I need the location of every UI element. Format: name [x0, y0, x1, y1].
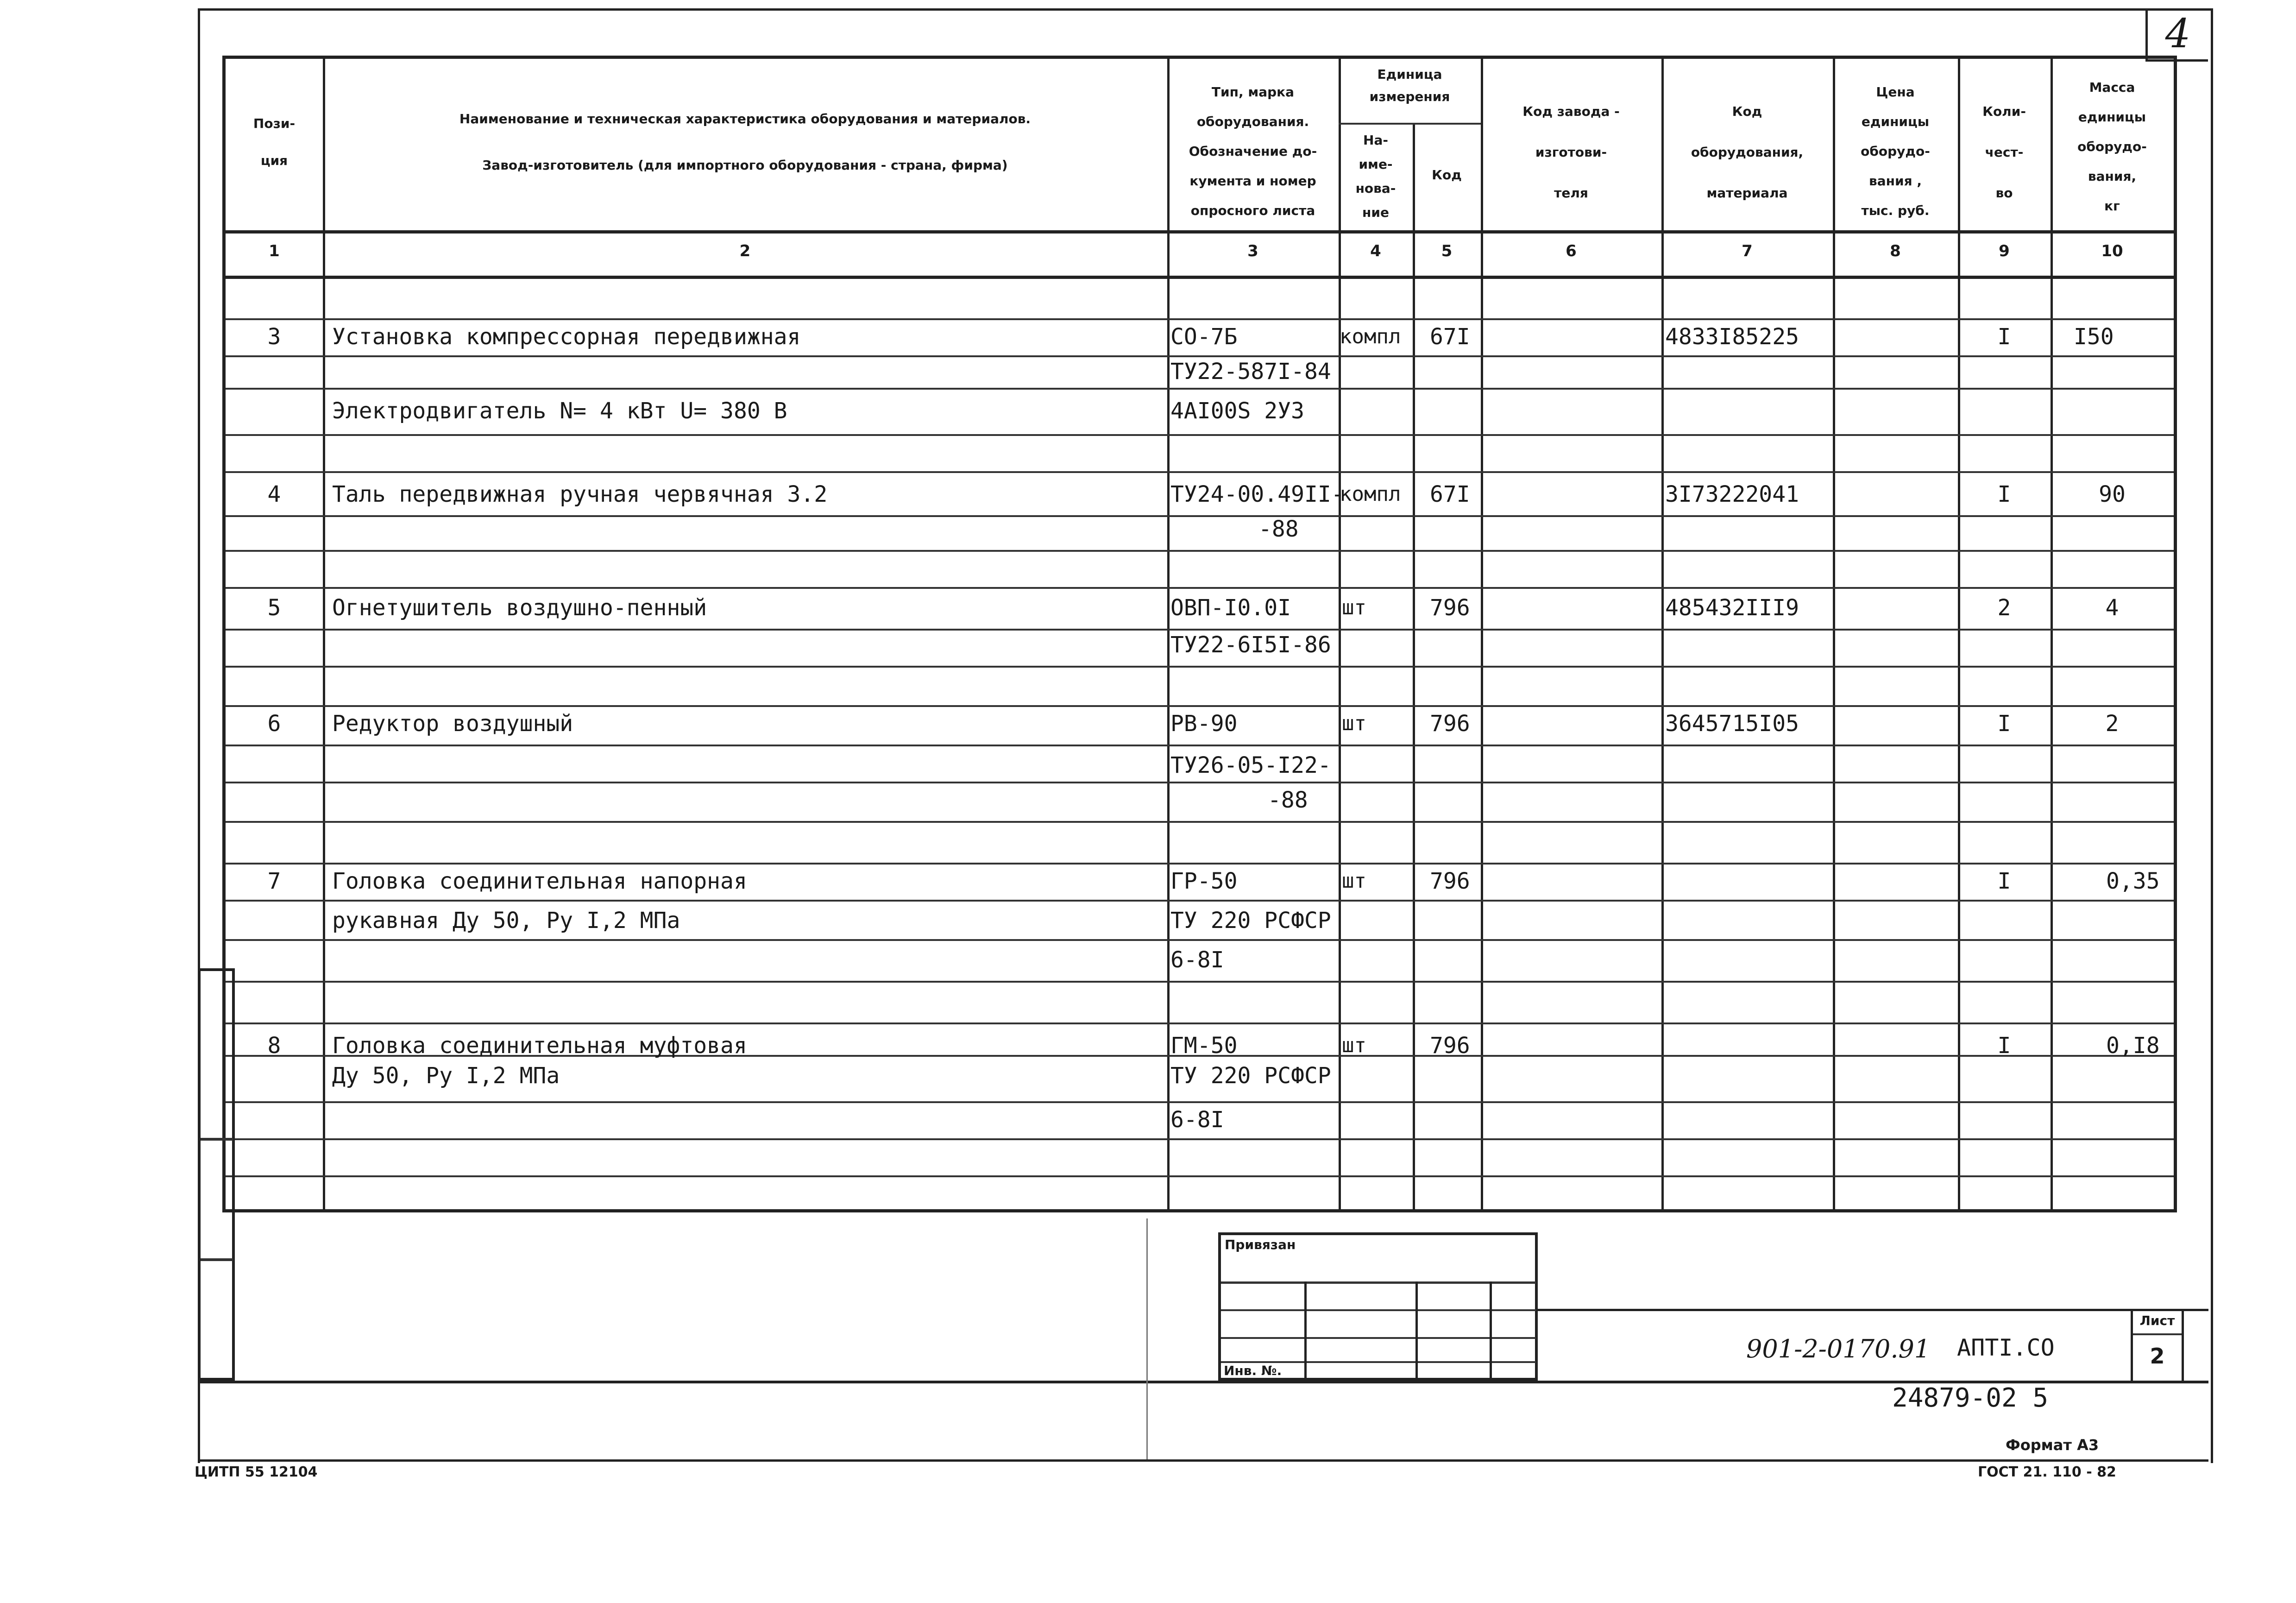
row-line: [226, 587, 2174, 589]
row-type: ОВП-I0.0I: [1170, 595, 1291, 621]
header-unit-name: На- име- нова- ние: [1355, 133, 1396, 220]
attachment-stamp: [1218, 1232, 1538, 1381]
footer-gost: ГОСТ 21. 110 - 82: [1978, 1464, 2116, 1480]
row-mass: 0,35: [2106, 868, 2160, 894]
binding-strip: [198, 968, 235, 1381]
row-unit-code: 796: [1430, 1033, 1470, 1059]
colnum: 10: [2101, 242, 2123, 260]
row-line: [226, 629, 2174, 631]
row-position: 4: [267, 481, 281, 507]
colnum: 8: [1890, 242, 1901, 260]
header-price: Цена единицы оборудо- вания , тыс. руб.: [1861, 84, 1930, 218]
header-equipment-code: Код оборудования, материала: [1691, 104, 1804, 201]
row-line: [226, 515, 2174, 517]
row-line: [226, 900, 2174, 902]
stamp-inv-label: Инв. №.: [1224, 1363, 1282, 1378]
row-type: ТУ26-05-I22-: [1170, 752, 1331, 778]
fold-line: [1146, 1218, 1148, 1459]
row-unit-code: 796: [1430, 595, 1470, 621]
row-type: ТУ22-6I5I-86: [1170, 632, 1331, 658]
sheet-box-line: [2133, 1333, 2182, 1335]
sheet-label: Лист: [2139, 1313, 2175, 1328]
row-line: [226, 981, 2174, 983]
header-position: Пози- ция: [253, 116, 296, 168]
row-line: [226, 1022, 2174, 1024]
row-unit: шт: [1342, 712, 1366, 735]
row-type: -88: [1268, 787, 1308, 813]
col-divider: [1413, 124, 1415, 1212]
row-type: ТУ 220 РСФСР: [1170, 908, 1331, 934]
row-line: [226, 782, 2174, 783]
row-line: [226, 939, 2174, 941]
row-name: Таль передвижная ручная червячная 3.2: [332, 481, 828, 507]
row-unit: компл: [1340, 325, 1401, 348]
sheet-corner-number: 4: [2145, 8, 2208, 62]
row-position: 3: [267, 324, 281, 350]
colnum: 1: [269, 242, 280, 260]
row-type: 4АI00S 2У3: [1170, 398, 1304, 424]
stamp-divider: [1304, 1281, 1307, 1379]
row-quantity: I: [1997, 868, 2011, 894]
specification-table: [222, 56, 2177, 1212]
row-mass: I50: [2074, 324, 2114, 350]
footer-format: Формат А3: [2006, 1436, 2099, 1454]
row-unit-code: 796: [1430, 868, 1470, 894]
row-position: 6: [267, 711, 281, 737]
sheet-number-box: [2131, 1309, 2184, 1383]
strip-divider: [201, 1138, 233, 1141]
row-unit: шт: [1342, 1034, 1366, 1057]
row-name: Ду 50, Ру I,2 МПа: [332, 1063, 560, 1089]
colnum: 2: [739, 242, 751, 260]
row-name: Головка соединительная напорная: [332, 868, 747, 894]
header-factory-code: Код завода - изготови- теля: [1522, 104, 1620, 201]
row-name: Головка соединительная муфтовая: [332, 1033, 747, 1059]
row-type: ТУ22-587I-84: [1170, 359, 1331, 385]
row-mass: 2: [2105, 711, 2119, 737]
row-unit: компл: [1340, 482, 1401, 506]
row-equipment-code: 4833I85225: [1665, 324, 1799, 350]
row-line: [226, 821, 2174, 823]
row-line: [226, 1138, 2174, 1140]
row-position: 7: [267, 868, 281, 894]
row-unit-code: 67I: [1430, 324, 1470, 350]
row-unit-code: 67I: [1430, 481, 1470, 507]
row-type: -88: [1258, 516, 1299, 542]
row-type: ТУ 220 РСФСР: [1170, 1063, 1331, 1089]
row-type: 6-8I: [1170, 1107, 1224, 1133]
stamp-line: [1221, 1337, 1536, 1339]
row-line: [226, 745, 2174, 746]
row-unit: шт: [1342, 596, 1366, 619]
row-line: [226, 318, 2174, 320]
row-equipment-code: 3645715I05: [1665, 711, 1799, 737]
row-line: [226, 355, 2174, 357]
row-name: Электродвигатель N= 4 кВт U= 380 В: [332, 398, 787, 424]
row-name: Огнетушитель воздушно-пенный: [332, 595, 707, 621]
header-name: Наименование и техническая характеристика оборудования и материалов. Завод-изготовитель (для импортного оборудования - страна, фирма): [459, 111, 1031, 173]
row-line: [226, 1101, 2174, 1103]
row-line: [226, 863, 2174, 865]
row-quantity: 2: [1997, 595, 2011, 621]
row-type: ГМ-50: [1170, 1033, 1238, 1059]
row-line: [226, 471, 2174, 473]
colnum: 3: [1247, 242, 1258, 260]
colnum: 4: [1370, 242, 1381, 260]
row-quantity: I: [1997, 481, 2011, 507]
row-name: рукавная Ду 50, Ру I,2 МПа: [332, 908, 680, 934]
row-line: [226, 1175, 2174, 1177]
archive-number: 24879-02 5: [1892, 1383, 2049, 1413]
doc-mark: АПТI.СО: [1957, 1334, 2055, 1361]
row-unit-code: 796: [1430, 711, 1470, 737]
row-line: [226, 434, 2174, 436]
colnum: 6: [1566, 242, 1577, 260]
sheet-number: 2: [2150, 1344, 2165, 1369]
stamp-attached-label: Привязан: [1225, 1237, 1296, 1252]
stamp-divider: [1415, 1281, 1418, 1379]
row-type: РВ-90: [1170, 711, 1238, 737]
row-mass: 90: [2099, 481, 2126, 507]
row-quantity: I: [1997, 324, 2011, 350]
titleblock-top-line: [1538, 1309, 2208, 1311]
row-line: [226, 705, 2174, 707]
colnum-bottom-line: [226, 276, 2174, 279]
row-position: 5: [267, 595, 281, 621]
header-type: Тип, марка оборудования. Обозначение до- кумента и номер опросного листа: [1189, 84, 1317, 218]
header-unit-code: Код: [1432, 167, 1462, 183]
header-bottom-line: [226, 230, 2174, 234]
stamp-line: [1221, 1309, 1536, 1311]
row-unit: шт: [1342, 869, 1366, 893]
row-mass: 4: [2105, 595, 2119, 621]
footer-left-code: ЦИТП 55 12104: [195, 1464, 318, 1480]
row-type: СО-7Б: [1170, 324, 1238, 350]
row-quantity: I: [1997, 711, 2011, 737]
header-unit: Единица измерения: [1369, 67, 1450, 104]
header-quantity: Коли- чест- во: [1982, 104, 2026, 201]
row-type: 6-8I: [1170, 947, 1224, 973]
row-equipment-code: 3I73222041: [1665, 481, 1799, 507]
row-line: [226, 388, 2174, 390]
stamp-line: [1221, 1281, 1536, 1284]
colnum: 5: [1441, 242, 1453, 260]
strip-divider: [201, 1258, 233, 1261]
row-type: ГР-50: [1170, 868, 1238, 894]
frame-lower-line: [198, 1459, 2208, 1462]
unit-subheader-line: [1339, 123, 1481, 125]
header-mass: Масса единицы оборудо- вания, кг: [2077, 80, 2147, 214]
row-type: ТУ24-00.49II-: [1170, 481, 1345, 507]
row-line: [226, 550, 2174, 552]
row-name: Редуктор воздушный: [332, 711, 573, 737]
row-position: 8: [267, 1033, 281, 1059]
row-equipment-code: 485432III9: [1665, 595, 1799, 621]
stamp-divider: [1490, 1281, 1492, 1379]
row-name: Установка компрессорная передвижная: [332, 324, 801, 350]
row-quantity: I: [1997, 1033, 2011, 1059]
row-mass: 0,I8: [2106, 1033, 2160, 1059]
row-line: [226, 666, 2174, 668]
colnum: 9: [1999, 242, 2010, 260]
doc-code: 901-2-0170.91: [1746, 1334, 1931, 1363]
colnum: 7: [1742, 242, 1753, 260]
